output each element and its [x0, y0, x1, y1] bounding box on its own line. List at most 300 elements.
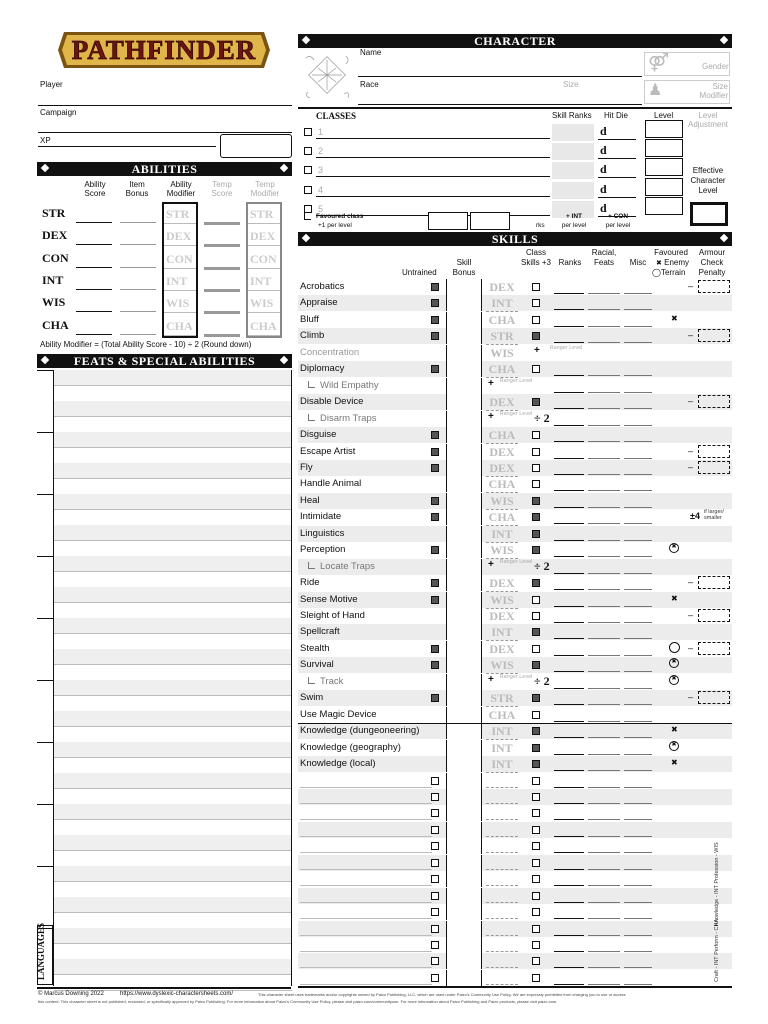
racial-field[interactable] [588, 754, 620, 755]
skill-bonus-box[interactable] [446, 921, 482, 937]
item-bonus-field[interactable] [120, 311, 156, 312]
class-skill-checkbox[interactable] [532, 908, 540, 916]
untrained-checkbox[interactable] [431, 941, 439, 949]
racial-field[interactable] [588, 704, 620, 705]
class-skill-checkbox[interactable] [532, 744, 540, 752]
misc-field[interactable] [624, 523, 652, 524]
skill-bonus-box[interactable] [446, 493, 482, 509]
name-field[interactable] [358, 76, 642, 77]
feat-line[interactable] [54, 525, 292, 541]
misc-field[interactable] [624, 458, 652, 459]
untrained-checkbox[interactable] [431, 974, 439, 982]
hit-die-field[interactable] [598, 177, 636, 178]
item-bonus-field[interactable] [120, 289, 156, 290]
campaign-field[interactable] [38, 132, 292, 133]
feat-line[interactable] [54, 711, 292, 727]
feat-line[interactable] [54, 866, 292, 882]
armour-check-box[interactable] [698, 576, 730, 589]
ranks-field[interactable] [554, 589, 584, 590]
racial-field[interactable] [588, 606, 620, 607]
temp-modifier-int[interactable]: INT [250, 273, 272, 288]
skill-bonus-box[interactable] [446, 476, 482, 492]
feat-line[interactable] [54, 634, 292, 650]
ranks-field[interactable] [554, 638, 584, 639]
ranks-field[interactable] [554, 490, 584, 491]
ability-score-field[interactable] [76, 222, 112, 223]
feat-line[interactable] [54, 618, 292, 634]
untrained-checkbox[interactable] [431, 842, 439, 850]
skill-bonus-box[interactable] [446, 361, 482, 377]
misc-field[interactable] [624, 556, 652, 557]
ranks-field[interactable] [554, 293, 584, 294]
racial-field[interactable] [588, 671, 620, 672]
custom-ability-field[interactable] [486, 938, 518, 952]
skill-bonus-box[interactable] [446, 526, 482, 542]
skill-bonus-box[interactable] [446, 509, 482, 525]
racial-field[interactable] [588, 474, 620, 475]
ability-score-field[interactable] [76, 267, 112, 268]
racial-field[interactable] [588, 408, 620, 409]
ability-score-field[interactable] [76, 334, 112, 335]
skill-bonus-box[interactable] [446, 542, 482, 558]
skill-bonus-box[interactable] [446, 723, 482, 739]
skill-bonus-box[interactable] [446, 641, 482, 657]
feat-line[interactable] [54, 417, 292, 433]
feat-line[interactable] [54, 386, 292, 402]
ability-modifier-int[interactable]: INT [166, 273, 188, 288]
feat-line[interactable] [54, 944, 292, 960]
ranks-field[interactable] [554, 852, 584, 853]
feat-line[interactable] [54, 401, 292, 417]
racial-field[interactable] [588, 869, 620, 870]
untrained-checkbox[interactable] [431, 908, 439, 916]
misc-field[interactable] [624, 984, 652, 985]
skill-bonus-box[interactable] [446, 460, 482, 476]
ability-modifier-cha[interactable]: CHA [166, 318, 193, 333]
racial-field[interactable] [588, 392, 620, 393]
custom-skill-name-field[interactable] [300, 852, 432, 853]
temp-score-field[interactable] [204, 289, 240, 292]
racial-field[interactable] [588, 490, 620, 491]
custom-ability-field[interactable] [486, 905, 518, 919]
player-field[interactable] [38, 105, 292, 106]
ranks-field[interactable] [554, 688, 584, 689]
racial-field[interactable] [588, 836, 620, 837]
ranks-field[interactable] [554, 507, 584, 508]
feat-line[interactable] [54, 587, 292, 603]
item-bonus-field[interactable] [120, 222, 156, 223]
ability-modifier-dex[interactable]: DEX [166, 229, 192, 244]
class-skill-checkbox[interactable] [532, 464, 540, 472]
class-skill-checkbox[interactable] [532, 612, 540, 620]
ranks-field[interactable] [554, 918, 584, 919]
skill-bonus-box[interactable] [446, 838, 482, 854]
racial-field[interactable] [588, 375, 620, 376]
feat-line[interactable] [54, 820, 292, 836]
feat-line[interactable] [54, 665, 292, 681]
skill-bonus-box[interactable] [446, 444, 482, 460]
feat-line[interactable] [54, 649, 292, 665]
ranks-field[interactable] [554, 523, 584, 524]
skill-bonus-box[interactable] [446, 427, 482, 443]
skill-bonus-box[interactable] [446, 773, 482, 789]
class-skill-checkbox[interactable] [532, 398, 540, 406]
feat-line[interactable] [54, 758, 292, 774]
skill-ranks-field[interactable] [552, 143, 594, 160]
racial-field[interactable] [588, 885, 620, 886]
class-skill-checkbox[interactable] [532, 596, 540, 604]
racial-field[interactable] [588, 556, 620, 557]
feat-line[interactable] [54, 603, 292, 619]
racial-field[interactable] [588, 441, 620, 442]
misc-field[interactable] [624, 638, 652, 639]
ability-score-field[interactable] [76, 244, 112, 245]
untrained-checkbox[interactable] [431, 875, 439, 883]
skill-bonus-box[interactable] [446, 559, 482, 575]
class-skill-checkbox[interactable] [532, 365, 540, 373]
custom-skill-name-field[interactable] [300, 951, 432, 952]
class-skill-checkbox[interactable] [532, 694, 540, 702]
ranks-field[interactable] [554, 655, 584, 656]
racial-field[interactable] [588, 819, 620, 820]
class-checkbox[interactable] [304, 128, 312, 136]
skill-bonus-box[interactable] [446, 295, 482, 311]
custom-skill-name-field[interactable] [300, 918, 432, 919]
armour-check-box[interactable] [698, 691, 730, 704]
ranks-field[interactable] [554, 885, 584, 886]
feat-line[interactable] [54, 727, 292, 743]
misc-field[interactable] [624, 392, 652, 393]
untrained-checkbox[interactable] [431, 892, 439, 900]
class-skill-checkbox[interactable] [532, 299, 540, 307]
temp-modifier-cha[interactable]: CHA [250, 318, 277, 333]
temp-score-field[interactable] [204, 334, 240, 337]
skill-bonus-box[interactable] [446, 608, 482, 624]
racial-field[interactable] [588, 540, 620, 541]
feat-line[interactable] [54, 541, 292, 557]
misc-field[interactable] [624, 655, 652, 656]
class-level-box[interactable] [645, 197, 683, 215]
ranks-field[interactable] [554, 819, 584, 820]
feat-line[interactable] [54, 432, 292, 448]
ranks-field[interactable] [554, 803, 584, 804]
feat-line[interactable] [54, 959, 292, 975]
racial-field[interactable] [588, 507, 620, 508]
custom-ability-field[interactable] [486, 954, 518, 968]
ranks-field[interactable] [554, 441, 584, 442]
ranks-field[interactable] [554, 984, 584, 985]
skill-bonus-box[interactable] [446, 740, 482, 756]
racial-field[interactable] [588, 573, 620, 574]
temp-modifier-str[interactable]: STR [250, 207, 274, 221]
racial-field[interactable] [588, 967, 620, 968]
class-skill-checkbox[interactable] [532, 826, 540, 834]
skill-bonus-box[interactable] [446, 657, 482, 673]
skill-bonus-box[interactable] [446, 953, 482, 969]
ranks-field[interactable] [554, 754, 584, 755]
untrained-checkbox[interactable] [431, 957, 439, 965]
feat-line[interactable] [54, 463, 292, 479]
custom-ability-field[interactable] [486, 971, 518, 985]
misc-field[interactable] [624, 441, 652, 442]
feat-line[interactable] [54, 913, 292, 929]
misc-field[interactable] [624, 671, 652, 672]
class-skill-checkbox[interactable] [532, 793, 540, 801]
class-skill-checkbox[interactable] [532, 431, 540, 439]
feat-line[interactable] [54, 696, 292, 712]
class-skill-checkbox[interactable] [532, 448, 540, 456]
armour-check-box[interactable] [698, 445, 730, 458]
feat-line[interactable] [54, 835, 292, 851]
armour-check-box[interactable] [698, 280, 730, 293]
item-bonus-field[interactable] [120, 244, 156, 245]
custom-ability-field[interactable] [486, 922, 518, 936]
racial-field[interactable] [588, 918, 620, 919]
class-skill-checkbox[interactable] [532, 711, 540, 719]
website-link[interactable]: https://www.dyslexic-charactersheets.com/ [120, 991, 234, 997]
ranks-field[interactable] [554, 425, 584, 426]
feat-line[interactable] [54, 851, 292, 867]
racial-field[interactable] [588, 293, 620, 294]
feat-line[interactable] [54, 897, 292, 913]
misc-field[interactable] [624, 819, 652, 820]
feat-line[interactable] [54, 742, 292, 758]
feat-line[interactable] [54, 370, 292, 386]
ranks-field[interactable] [554, 836, 584, 837]
misc-field[interactable] [624, 490, 652, 491]
hit-die-field[interactable] [598, 139, 636, 140]
custom-skill-name-field[interactable] [300, 967, 432, 968]
racial-field[interactable] [588, 638, 620, 639]
untrained-checkbox[interactable] [431, 859, 439, 867]
custom-skill-name-field[interactable] [300, 885, 432, 886]
class-skill-checkbox[interactable] [532, 859, 540, 867]
racial-field[interactable] [588, 688, 620, 689]
ranks-field[interactable] [554, 606, 584, 607]
ability-score-field[interactable] [76, 289, 112, 290]
ranks-field[interactable] [554, 375, 584, 376]
temp-modifier-wis[interactable]: WIS [250, 296, 274, 311]
feat-line[interactable] [54, 928, 292, 944]
temp-score-field[interactable] [204, 222, 240, 225]
misc-field[interactable] [624, 309, 652, 310]
custom-ability-field[interactable] [486, 856, 518, 870]
favoured-rks-box[interactable] [470, 212, 510, 230]
ranks-field[interactable] [554, 935, 584, 936]
ranks-field[interactable] [554, 869, 584, 870]
temp-score-field[interactable] [204, 267, 240, 270]
misc-field[interactable] [624, 688, 652, 689]
misc-field[interactable] [624, 885, 652, 886]
skill-ranks-field[interactable] [552, 124, 594, 141]
class-skill-checkbox[interactable] [532, 727, 540, 735]
skill-ranks-field[interactable] [552, 162, 594, 179]
misc-field[interactable] [624, 852, 652, 853]
armour-check-box[interactable] [698, 395, 730, 408]
class-level-box[interactable] [645, 139, 683, 157]
racial-field[interactable] [588, 458, 620, 459]
class-skill-checkbox[interactable] [532, 480, 540, 488]
racial-field[interactable] [588, 342, 620, 343]
armour-check-box[interactable] [698, 609, 730, 622]
ranks-field[interactable] [554, 573, 584, 574]
class-level-box[interactable] [645, 158, 683, 176]
class-name-field[interactable] [316, 157, 550, 158]
skill-bonus-box[interactable] [446, 855, 482, 871]
ranks-field[interactable] [554, 704, 584, 705]
misc-field[interactable] [624, 836, 652, 837]
armour-check-box[interactable] [698, 642, 730, 655]
misc-field[interactable] [624, 967, 652, 968]
ranks-field[interactable] [554, 671, 584, 672]
class-skill-checkbox[interactable] [532, 760, 540, 768]
feat-line[interactable] [54, 494, 292, 510]
class-skill-checkbox[interactable] [532, 974, 540, 982]
class-name-field[interactable] [316, 176, 550, 177]
misc-field[interactable] [624, 425, 652, 426]
misc-field[interactable] [624, 606, 652, 607]
class-skill-checkbox[interactable] [532, 579, 540, 587]
racial-field[interactable] [588, 425, 620, 426]
custom-ability-field[interactable] [486, 774, 518, 788]
racial-field[interactable] [588, 935, 620, 936]
racial-field[interactable] [588, 309, 620, 310]
skill-bonus-box[interactable] [446, 904, 482, 920]
class-skill-checkbox[interactable] [532, 283, 540, 291]
feat-line[interactable] [54, 773, 292, 789]
class-skill-checkbox[interactable] [532, 809, 540, 817]
misc-field[interactable] [624, 918, 652, 919]
skill-bonus-box[interactable] [446, 575, 482, 591]
skill-bonus-box[interactable] [446, 970, 482, 986]
ranks-field[interactable] [554, 326, 584, 327]
misc-field[interactable] [624, 721, 652, 722]
feat-line[interactable] [54, 804, 292, 820]
class-level-box[interactable] [645, 120, 683, 138]
racial-field[interactable] [588, 326, 620, 327]
class-skill-checkbox[interactable] [532, 513, 540, 521]
misc-field[interactable] [624, 754, 652, 755]
misc-field[interactable] [624, 540, 652, 541]
racial-field[interactable] [588, 721, 620, 722]
class-level-box[interactable] [645, 178, 683, 196]
temp-score-field[interactable] [204, 311, 240, 314]
feat-line[interactable] [54, 789, 292, 805]
misc-field[interactable] [624, 375, 652, 376]
skill-bonus-box[interactable] [446, 888, 482, 904]
ability-modifier-str[interactable]: STR [166, 207, 190, 221]
skill-bonus-box[interactable] [446, 789, 482, 805]
ranks-field[interactable] [554, 967, 584, 968]
skill-bonus-box[interactable] [446, 411, 482, 427]
class-skill-checkbox[interactable] [532, 842, 540, 850]
ability-modifier-con[interactable]: CON [166, 251, 193, 266]
skill-bonus-box[interactable] [446, 707, 482, 723]
racial-field[interactable] [588, 523, 620, 524]
class-skill-checkbox[interactable] [532, 892, 540, 900]
ranks-field[interactable] [554, 622, 584, 623]
class-skill-checkbox[interactable] [532, 497, 540, 505]
custom-skill-name-field[interactable] [300, 787, 432, 788]
misc-field[interactable] [624, 507, 652, 508]
class-checkbox[interactable] [304, 147, 312, 155]
misc-field[interactable] [624, 408, 652, 409]
skill-bonus-box[interactable] [446, 345, 482, 361]
race-field[interactable] [358, 104, 642, 105]
custom-ability-field[interactable] [486, 872, 518, 886]
untrained-checkbox[interactable] [431, 809, 439, 817]
ranks-field[interactable] [554, 951, 584, 952]
custom-ability-field[interactable] [486, 790, 518, 804]
ranks-field[interactable] [554, 770, 584, 771]
class-skill-checkbox[interactable] [532, 875, 540, 883]
ability-score-field[interactable] [76, 311, 112, 312]
skill-bonus-box[interactable] [446, 312, 482, 328]
custom-skill-name-field[interactable] [300, 984, 432, 985]
feat-line[interactable] [54, 882, 292, 898]
ranks-field[interactable] [554, 540, 584, 541]
feat-line[interactable] [54, 556, 292, 572]
racial-field[interactable] [588, 852, 620, 853]
misc-field[interactable] [624, 787, 652, 788]
skill-bonus-box[interactable] [446, 937, 482, 953]
misc-field[interactable] [624, 737, 652, 738]
skill-bonus-box[interactable] [446, 690, 482, 706]
feat-line[interactable] [54, 448, 292, 464]
class-skill-checkbox[interactable] [532, 661, 540, 669]
skill-bonus-box[interactable] [446, 624, 482, 640]
hit-die-field[interactable] [598, 197, 636, 198]
temp-score-field[interactable] [204, 244, 240, 247]
racial-field[interactable] [588, 787, 620, 788]
skill-bonus-box[interactable] [446, 328, 482, 344]
class-checkbox[interactable] [304, 186, 312, 194]
temp-modifier-con[interactable]: CON [250, 251, 277, 266]
armour-check-box[interactable] [698, 461, 730, 474]
ranks-field[interactable] [554, 458, 584, 459]
xp-field[interactable] [38, 146, 216, 147]
skill-bonus-box[interactable] [446, 822, 482, 838]
ranks-field[interactable] [554, 902, 584, 903]
racial-field[interactable] [588, 655, 620, 656]
feat-line[interactable] [54, 572, 292, 588]
hit-die-field[interactable] [598, 158, 636, 159]
misc-field[interactable] [624, 573, 652, 574]
skill-bonus-box[interactable] [446, 674, 482, 690]
ranks-field[interactable] [554, 737, 584, 738]
misc-field[interactable] [624, 869, 652, 870]
untrained-checkbox[interactable] [431, 826, 439, 834]
effective-level-box[interactable] [690, 202, 728, 226]
class-skill-checkbox[interactable] [532, 332, 540, 340]
class-name-field[interactable] [316, 196, 550, 197]
ranks-field[interactable] [554, 309, 584, 310]
ranks-field[interactable] [554, 408, 584, 409]
skill-bonus-box[interactable] [446, 805, 482, 821]
custom-ability-field[interactable] [486, 823, 518, 837]
custom-ability-field[interactable] [486, 839, 518, 853]
misc-field[interactable] [624, 622, 652, 623]
skill-ranks-field[interactable] [552, 182, 594, 199]
armour-check-box[interactable] [698, 329, 730, 342]
misc-field[interactable] [624, 474, 652, 475]
racial-field[interactable] [588, 622, 620, 623]
custom-skill-name-field[interactable] [300, 902, 432, 903]
custom-skill-name-field[interactable] [300, 803, 432, 804]
class-skill-checkbox[interactable] [532, 925, 540, 933]
racial-field[interactable] [588, 737, 620, 738]
racial-field[interactable] [588, 770, 620, 771]
